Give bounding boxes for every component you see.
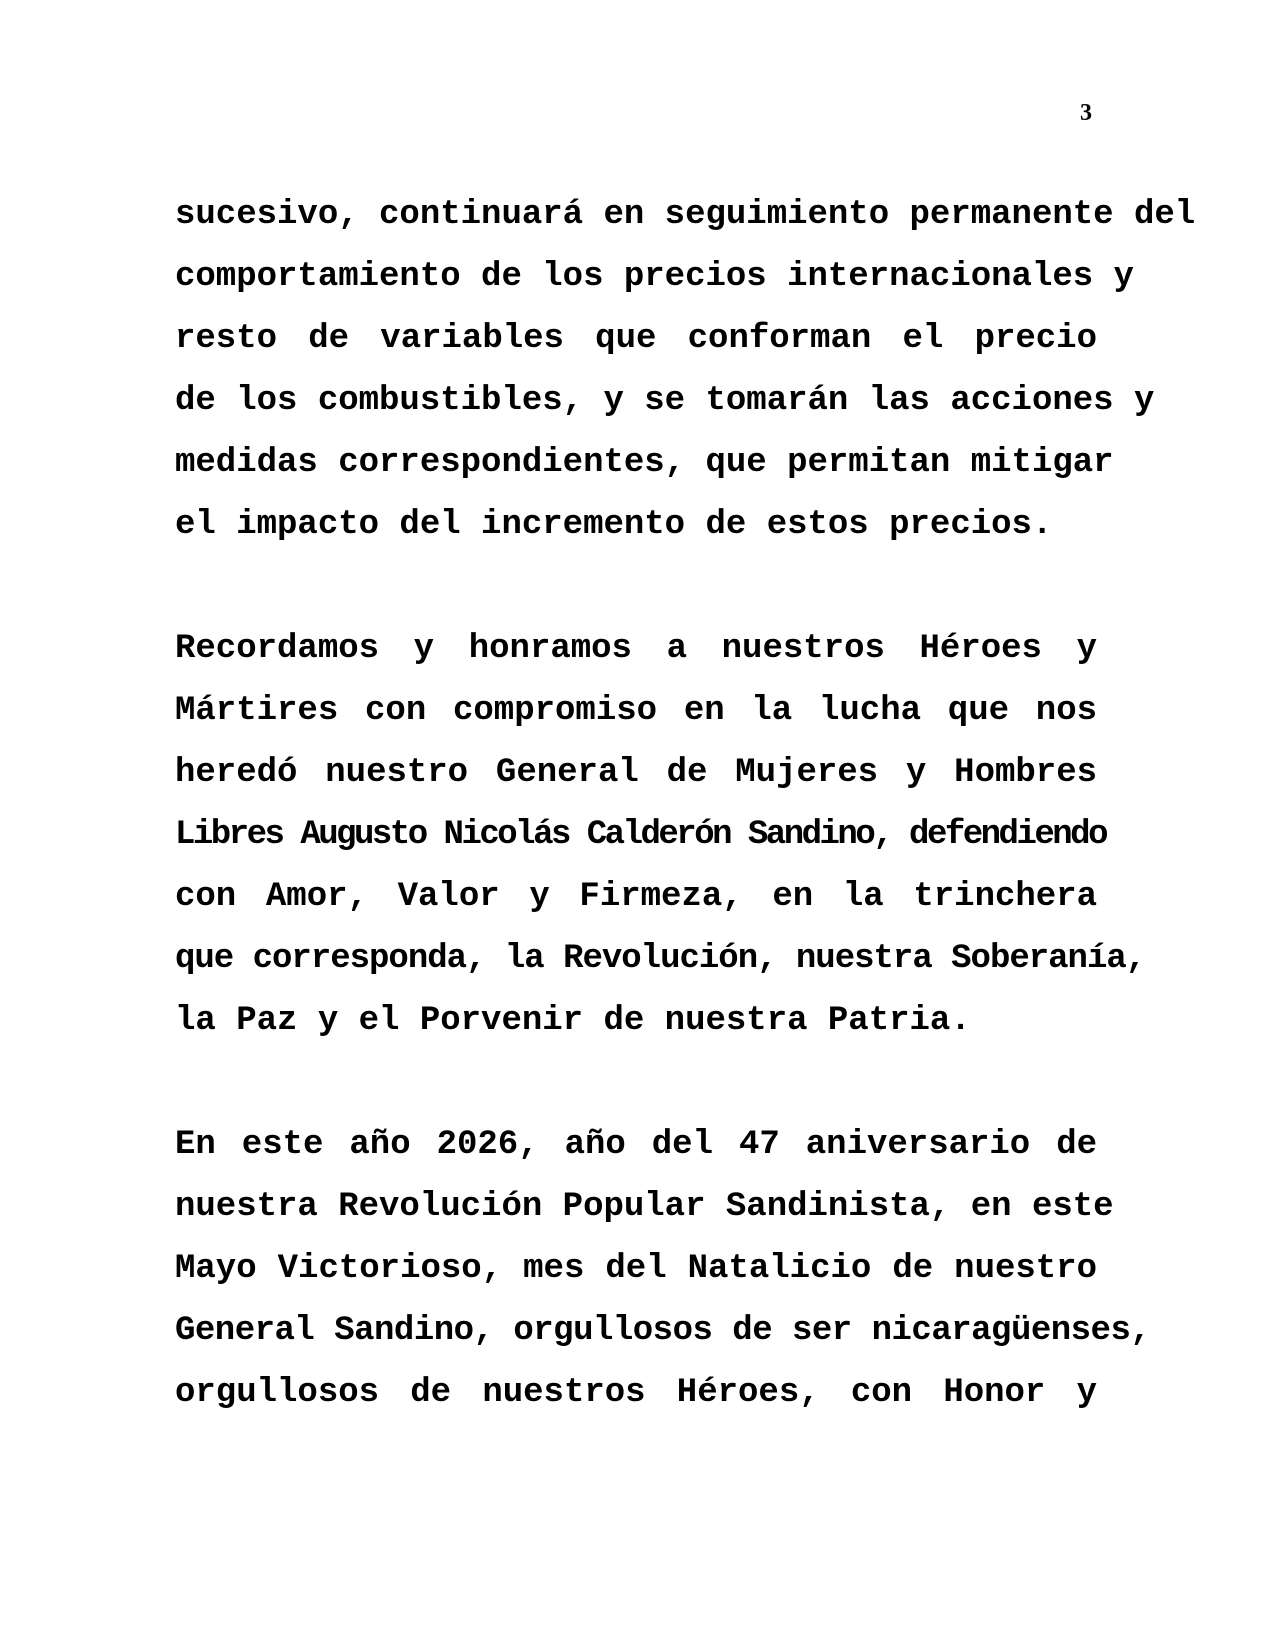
text-line: Mártires con compromiso en la lucha que nos bbox=[175, 692, 1097, 730]
text-line: Recordamos y honramos a nuestros Héroes y bbox=[175, 630, 1097, 668]
text-line: el impacto del incremento de estos precios. bbox=[175, 506, 1053, 544]
text-line: nuestra Revolución Popular Sandinista, en este bbox=[175, 1188, 1114, 1226]
text-line: de los combustibles, y se tomarán las acciones y bbox=[175, 382, 1155, 420]
text-line: que corresponda, la Revolución, nuestra Soberanía, bbox=[175, 940, 1146, 978]
paragraph-spacer bbox=[175, 1052, 1097, 1114]
text-line: medidas correspondientes, que permitan mitigar bbox=[175, 444, 1114, 482]
text-line: Libres Augusto Nicolás Calderón Sandino, defendiendo bbox=[175, 816, 1106, 854]
text-line: orgullosos de nuestros Héroes, con Honor y bbox=[175, 1374, 1097, 1412]
paragraph-spacer bbox=[175, 556, 1097, 618]
text-line: comportamiento de los precios internacionales y bbox=[175, 258, 1134, 296]
text-line: En este año 2026, año del 47 aniversario de bbox=[175, 1126, 1097, 1164]
text-line: con Amor, Valor y Firmeza, en la trinchera bbox=[175, 878, 1097, 916]
paragraph-1 bbox=[175, 184, 1196, 556]
text-line: Mayo Victorioso, mes del Natalicio de nuestro bbox=[175, 1250, 1097, 1288]
text-line: heredó nuestro General de Mujeres y Hombres bbox=[175, 754, 1097, 792]
page-number: 3 bbox=[1080, 100, 1092, 126]
paragraph-3 bbox=[175, 1114, 1151, 1424]
text-line: sucesivo, continuará en seguimiento permanente del bbox=[175, 196, 1196, 234]
text-line: la Paz y el Porvenir de nuestra Patria. bbox=[175, 1002, 971, 1040]
document-body bbox=[175, 184, 1196, 1424]
text-line: resto de variables que conforman el precio bbox=[175, 320, 1097, 358]
paragraph-2 bbox=[175, 618, 1146, 1052]
text-line: General Sandino, orgullosos de ser nicaragüenses, bbox=[175, 1312, 1151, 1350]
